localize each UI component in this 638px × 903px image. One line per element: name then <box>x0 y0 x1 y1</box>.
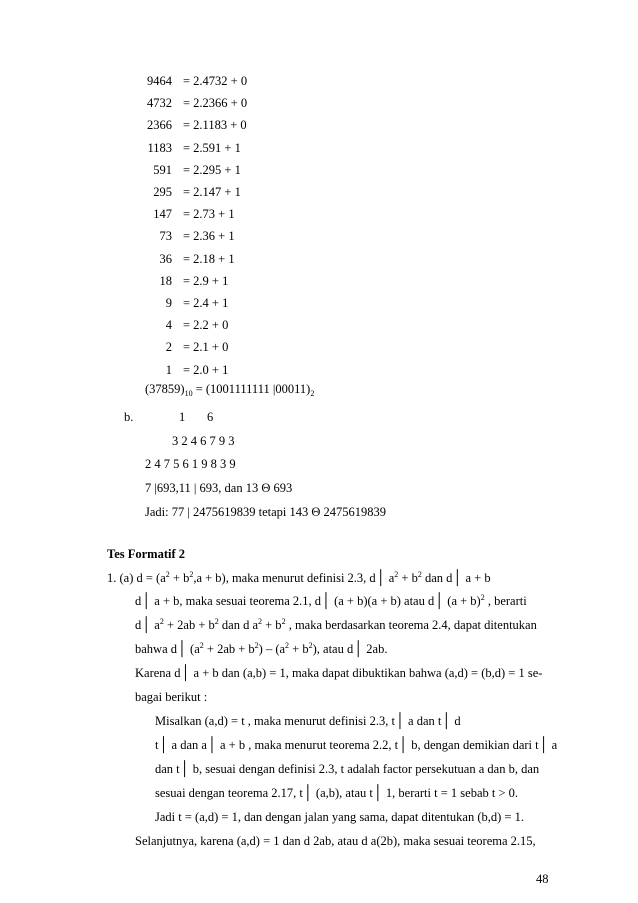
division-dividend: 2 <box>165 340 172 355</box>
division-dividend: 9 <box>165 296 172 310</box>
division-result: = 2.4 + 1 <box>183 296 229 310</box>
part-b-n1: 1 <box>179 410 186 424</box>
division-result: = 2.147 + 1 <box>183 185 241 199</box>
division-dividend: 4 <box>165 318 172 333</box>
division-result: = 2.9 + 1 <box>183 273 229 288</box>
part-b-line3: 2 4 7 5 6 1 9 8 3 9 <box>145 457 236 471</box>
division-result: = 2.2366 + 0 <box>183 96 248 111</box>
division-dividend: 18 <box>159 273 172 288</box>
division-result: = 2.1 + 0 <box>183 340 229 355</box>
para-line-9: dan t│ b, sesuai dengan definisi 2.3, t adalah factor persekutuan a dan b, dan <box>155 762 540 777</box>
part-b-line4: 7 |693,11 | 693, dan 13 Θ 693 <box>145 481 293 495</box>
para-line-3: d│ $a^2 + 2ab + b^2$ dan d $a^2 + b^2$ , maka berdasarkan teorema 2.4, dapat ditentukan <box>135 617 537 633</box>
para-line-5: Karena d│ a + b dan (a,b) = 1, maka dapat dibuktikan bahwa (a,d) = (b,d) = 1 se- <box>135 666 543 681</box>
division-dividend: 9464 <box>147 74 172 88</box>
division-result: = 2.18 + 1 <box>183 251 235 266</box>
para-line-1: 1. (a) $d = (a^2 + b^2,a + b)$, maka menurut definisi 2.3, d│ $a^2 + b^2$ dan d│ a + b <box>107 570 491 586</box>
division-result: = 2.591 + 1 <box>183 140 241 155</box>
para-line-8: t│ a dan a│ a + b , maka menurut teorema 2.2, t│ b, dengan demikian dari t│ a <box>155 738 558 753</box>
division-dividend: 147 <box>153 207 172 222</box>
division-dividend: 73 <box>159 229 172 244</box>
part-b-n2: 6 <box>207 410 214 424</box>
part-b-line2: 3 2 4 6 7 9 3 <box>172 434 235 448</box>
division-result: = 2.0 + 1 <box>183 362 229 377</box>
section-heading: Tes Formatif 2 <box>107 547 185 561</box>
part-b-label: b. <box>124 410 134 424</box>
division-dividend: 36 <box>159 251 172 266</box>
division-result: = 2.36 + 1 <box>183 229 235 244</box>
page-number: 48 <box>536 872 549 886</box>
division-dividend: 1183 <box>147 140 172 155</box>
para-line-7: Misalkan (a,d) = t , maka menurut definisi 2.3, t│ a dan t│ d <box>155 714 461 729</box>
para-line-10: sesuai dengan teorema 2.17, t│ (a,b), atau t│ 1, berarti t = 1 sebab t > 0. <box>155 786 519 801</box>
division-result: = 2.2 + 0 <box>183 318 229 333</box>
division-dividend: 4732 <box>147 96 172 111</box>
division-dividend: 1 <box>165 362 172 377</box>
para-line-12: Selanjutnya, karena (a,d) = 1 dan d 2ab, atau d a(2b), maka sesuai teorema 2.15, <box>135 834 536 848</box>
division-result: = 2.4732 + 0 <box>183 74 248 88</box>
division-result: = 2.295 + 1 <box>183 162 241 177</box>
division-result: = 2.1183 + 0 <box>183 118 247 133</box>
division-dividend: 591 <box>153 162 172 177</box>
para-line-4: bahwa d│ $(a^2 + 2ab + b^2) - (a^2 + b^2)$, atau d│ 2ab. <box>135 641 388 657</box>
part-b-conclusion: Jadi: 77 | 2475619839 tetapi 143 Θ 2475619839 <box>145 505 387 519</box>
division-dividend: 295 <box>153 185 172 199</box>
division-dividend: 2366 <box>147 118 172 133</box>
binary-result: $(37859)_{10} = (1001111111$ $|00011)_2$ <box>145 382 315 398</box>
division-result: = 2.73 + 1 <box>183 207 235 222</box>
para-line-6: bagai berikut : <box>135 690 208 704</box>
para-line-2: d│ a + b, maka sesuai teorema 2.1, d│ (a + b)(a + b) atau d│ $(a + b)^2$ , berarti <box>135 593 527 609</box>
para-line-11: Jadi t = (a,d) = 1, dan dengan jalan yang sama, dapat ditentukan (b,d) = 1. <box>155 810 524 824</box>
